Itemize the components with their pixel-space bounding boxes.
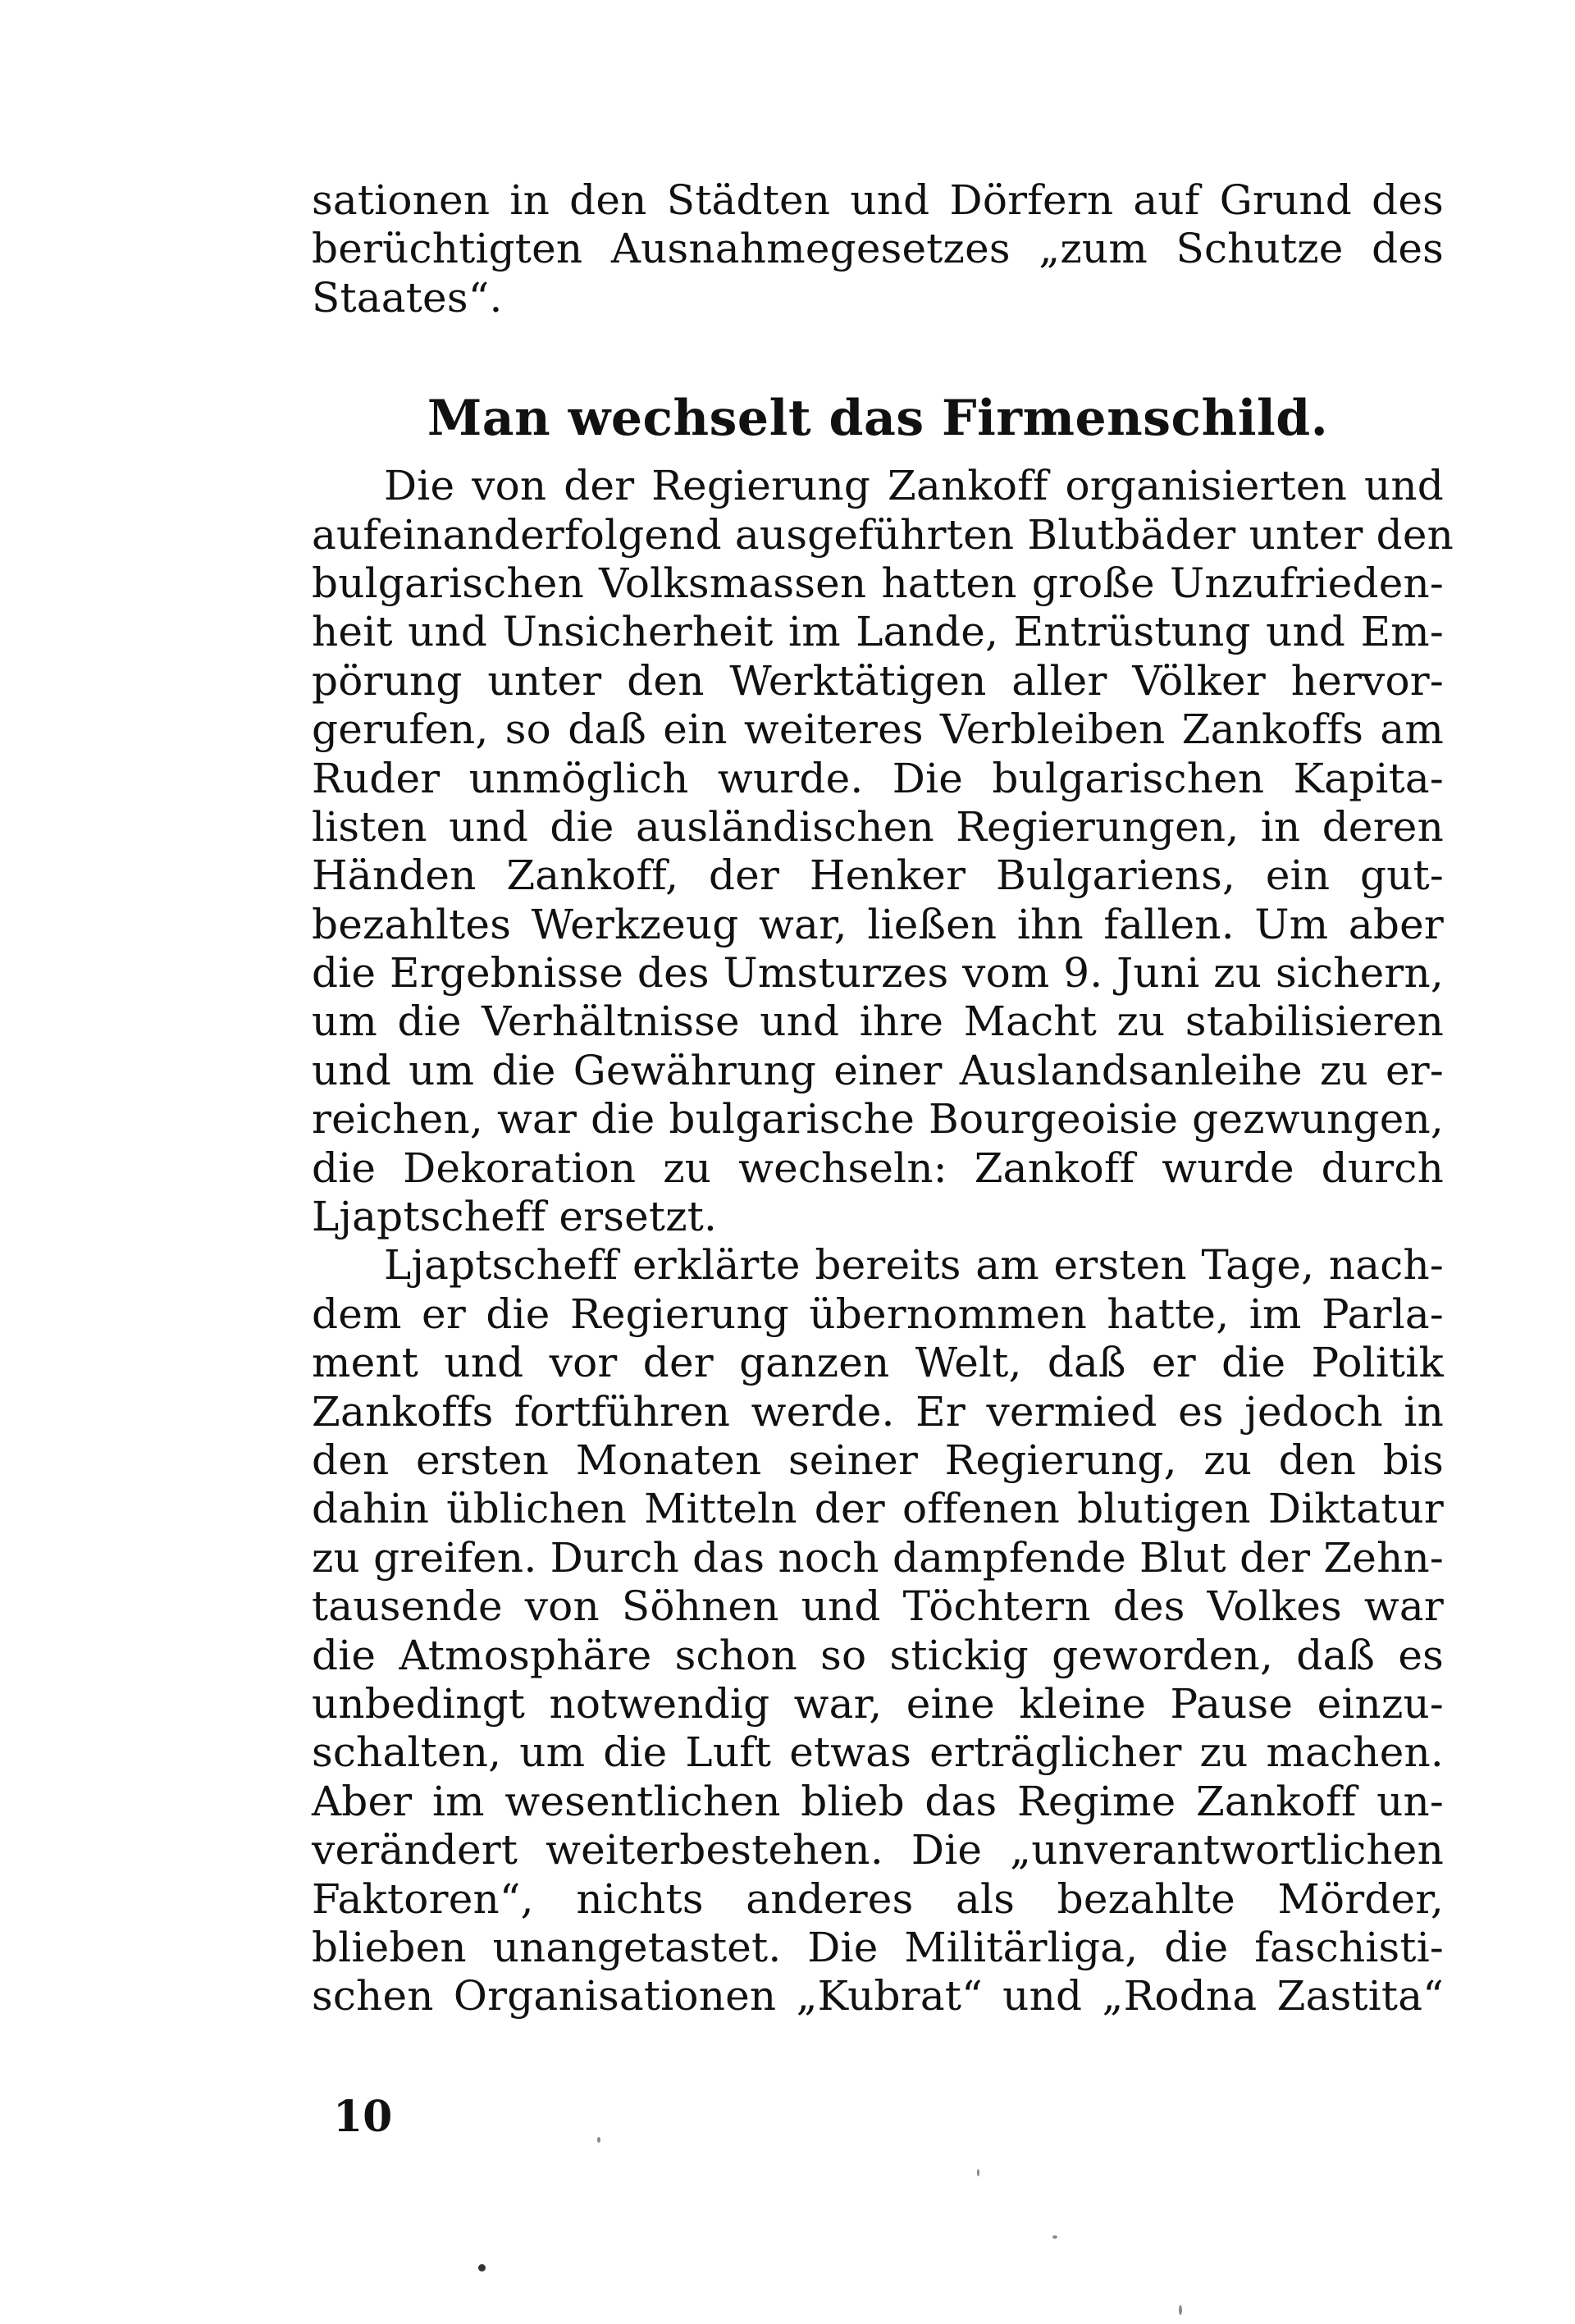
text-line: aufeinanderfolgend ausgeführten Blutbäder unter den <box>312 510 1454 559</box>
text-line: dem er die Regierung übernommen hatte, im Parla- <box>312 1290 1444 1338</box>
text-line: die Ergebnisse des Umsturzes vom 9. Juni zu sichern, <box>312 949 1444 998</box>
text-line: Ruder unmöglich wurde. Die bulgarischen Kapita- <box>312 754 1444 802</box>
scan-speck <box>597 2137 600 2143</box>
text-line: dahin üblichen Mitteln der offenen blutigen Diktatur <box>312 1485 1444 1533</box>
text-line: Faktoren“, nichts anderes als bezahlte Mörder, <box>312 1874 1444 1923</box>
text-line: blieben unangetastet. Die Militärliga, die faschisti- <box>312 1923 1444 1971</box>
text-line: verändert weiterbestehen. Die „unverantwortlichen <box>312 1826 1444 1874</box>
text-line: pörung unter den Werktätigen aller Völker hervor- <box>312 656 1444 705</box>
text-line: berüchtigten Ausnahmegesetzes „zum Schutze des <box>312 225 1444 273</box>
page-number: 10 <box>333 2092 393 2142</box>
paragraph-2 <box>312 1241 1444 2020</box>
text-line: unbedingt notwendig war, eine kleine Pause einzu- <box>312 1679 1444 1728</box>
text-line: Zankoffs fortführen werde. Er vermied es jedoch in <box>312 1387 1444 1436</box>
text-line: bezahltes Werkzeug war, ließen ihn fallen. Um aber <box>312 900 1444 948</box>
text-line: die Atmosphäre schon so stickig geworden, daß es <box>312 1631 1444 1679</box>
text-line: heit und Unsicherheit im Lande, Entrüstung und Em- <box>312 608 1444 656</box>
scan-speck <box>1179 2305 1182 2315</box>
page-text-block <box>312 176 1454 2021</box>
text-line: Aber im wesentlichen blieb das Regime Zankoff un- <box>312 1777 1444 1825</box>
text-line: Ljaptscheff ersetzt. <box>312 1193 718 1241</box>
scan-speck <box>1052 2235 1057 2239</box>
text-line: um die Verhältnisse und ihre Macht zu stabilisieren <box>312 998 1444 1046</box>
text-line: Ljaptscheff erklärte bereits am ersten Tage, nach- <box>384 1241 1444 1290</box>
text-line: Die von der Regierung Zankoff organisierten und <box>384 462 1444 510</box>
text-line: Staates“. <box>312 273 503 322</box>
text-line: bulgarischen Volksmassen hatten große Unzufrieden- <box>312 559 1444 607</box>
text-line: zu greifen. Durch das noch dampfende Blut der Zehn- <box>312 1533 1444 1582</box>
text-line: reichen, war die bulgarische Bourgeoisie gezwungen, <box>312 1095 1444 1144</box>
text-line: den ersten Monaten seiner Regierung, zu den bis <box>312 1436 1444 1484</box>
text-line: schen Organisationen „Kubrat“ und „Rodna Zastita“ <box>312 1972 1444 2020</box>
paragraph-1 <box>312 462 1454 1241</box>
text-line: ment und vor der ganzen Welt, daß er die Politik <box>312 1339 1444 1387</box>
text-line: und um die Gewährung einer Auslandsanleihe zu er- <box>312 1046 1444 1094</box>
scan-speck <box>478 2264 486 2271</box>
scan-speck <box>977 2169 979 2176</box>
section-heading: Man wechselt das Firmenschild. <box>427 390 1329 448</box>
text-line: die Dekoration zu wechseln: Zankoff wurde durch <box>312 1144 1444 1192</box>
text-line: listen und die ausländischen Regierungen, in deren <box>312 802 1444 851</box>
text-line: Händen Zankoff, der Henker Bulgariens, ein gut- <box>312 852 1444 900</box>
text-line: schalten, um die Luft etwas erträglicher zu machen. <box>312 1728 1444 1777</box>
text-line: gerufen, so daß ein weiteres Verbleiben Zankoffs am <box>312 705 1444 754</box>
text-line: tausende von Söhnen und Töchtern des Volkes war <box>312 1582 1444 1631</box>
intro-paragraph <box>312 176 1444 322</box>
text-line: sationen in den Städten und Dörfern auf Grund des <box>312 176 1444 224</box>
